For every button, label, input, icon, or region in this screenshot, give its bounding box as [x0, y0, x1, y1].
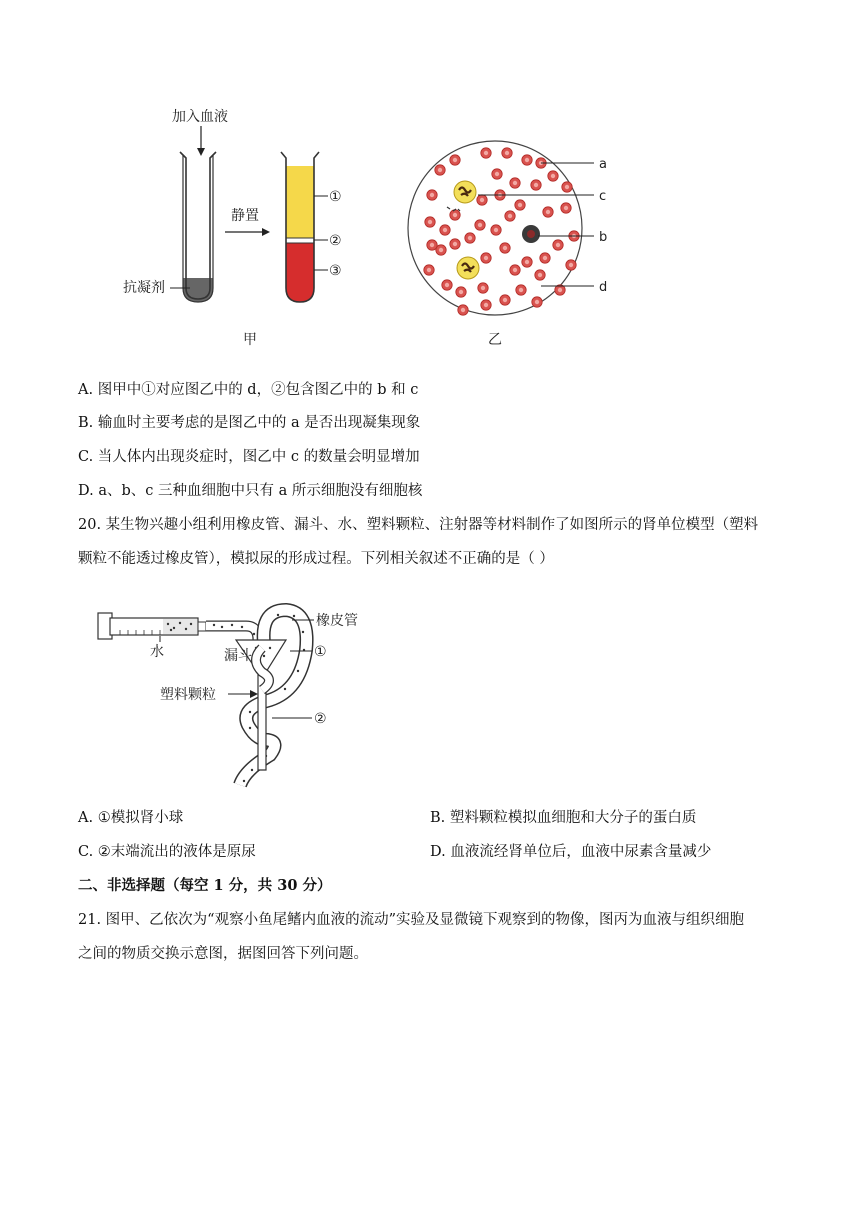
q20-option-d: D. 血液流经肾单位后，血液中尿素含量减少: [430, 844, 712, 860]
q20-option-a: A. ①模拟肾小球: [78, 810, 184, 826]
fig-yi-caption: 乙: [488, 332, 502, 348]
label-b: b: [599, 230, 608, 245]
water-label: 水: [150, 644, 164, 660]
q20-stem-line1: 20. 某生物兴趣小组利用橡皮管、漏斗、水、塑料颗粒、注射器等材料制作了如图所示的肾单位模型（塑料: [78, 517, 759, 533]
q19-option-b: B. 输血时主要考虑的是图乙中的 a 是否出现凝集现象: [78, 415, 421, 431]
label-d: d: [599, 280, 608, 295]
q19-option-d: D. a、b、c 三种血细胞中只有 a 所示细胞没有细胞核: [78, 483, 423, 499]
nephron-model-figure: [0, 590, 860, 790]
label-c: c: [599, 189, 607, 204]
tube-mark-3: ③: [329, 263, 342, 279]
rubber-tube-label: 橡皮管: [316, 613, 358, 629]
microscope-view: [408, 141, 582, 315]
funnel-label: 漏斗: [224, 648, 252, 664]
add-blood-label: 加入血液: [172, 109, 228, 125]
test-tube-after: [281, 152, 319, 302]
q19-option-a: A. 图甲中①对应图乙中的 d，②包含图乙中的 b 和 c: [78, 382, 419, 398]
tube-mark-1: ①: [329, 189, 342, 205]
test-tube-before: [180, 152, 216, 302]
q19-option-c: C. 当人体内出现炎症时，图乙中 c 的数量会明显增加: [78, 449, 420, 465]
syringe: [98, 613, 206, 639]
q20-option-b: B. 塑料颗粒模拟血细胞和大分子的蛋白质: [430, 810, 697, 826]
q21-stem-line2: 之间的物质交换示意图，据图回答下列问题。: [78, 946, 368, 962]
model-mark-1: ①: [314, 644, 327, 660]
label-a: a: [599, 157, 607, 172]
settle-label: 静置: [231, 208, 259, 224]
section-two-heading: 二、非选择题（每空 1 分，共 30 分）: [78, 877, 332, 894]
tube-mark-2: ②: [329, 233, 342, 249]
q21-stem-line1: 21. 图甲、乙依次为“观察小鱼尾鳍内血液的流动”实验及显微镜下观察到的物像，图丙为血液与组织细胞: [78, 912, 744, 928]
plastic-label: 塑料颗粒: [160, 687, 216, 703]
blood-figure: [0, 0, 860, 360]
fig-jia-caption: 甲: [243, 332, 257, 348]
model-mark-2: ②: [314, 711, 327, 727]
anticoagulant-label: 抗凝剂: [123, 280, 165, 296]
q20-option-c: C. ②末端流出的液体是原尿: [78, 844, 256, 860]
q20-stem-line2: 颗粒不能透过橡皮管），模拟尿的形成过程。下列相关叙述不正确的是（ ）: [78, 551, 554, 567]
